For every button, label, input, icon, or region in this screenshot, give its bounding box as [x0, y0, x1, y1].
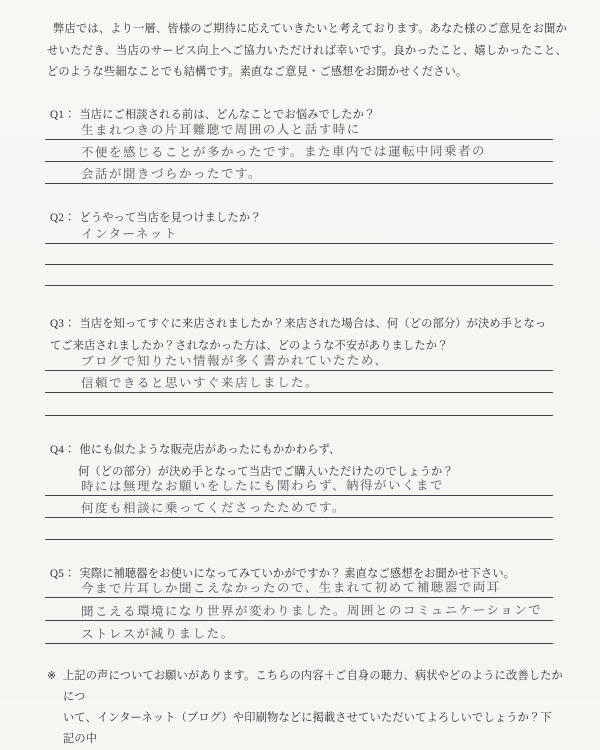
answer-line	[45, 518, 553, 540]
answer-area-q1	[45, 118, 553, 184]
answer-line	[45, 223, 553, 244]
question-number-q5: Q5：	[50, 568, 76, 580]
question-number-q1: Q1：	[50, 109, 76, 121]
handwritten-answer: 信頼できると思いすぐ来店しました。	[80, 374, 320, 391]
answer-line	[45, 621, 553, 644]
answer-line	[45, 393, 553, 416]
answer-line	[45, 598, 553, 621]
question-text-q1: 当店にご相談される前は、どんなことでお悩みでしたか？	[79, 109, 376, 121]
handwritten-answer: 不便を感じることが多かったです。また車内では運転中同乗者の	[80, 143, 487, 160]
answer-line	[45, 371, 553, 394]
handwritten-answer: 何度も相談に乗ってくださったためです。	[80, 499, 347, 516]
question-text-q4-line2: 何（どの部分）が決め手となって当店でご購入いただけたのでしょうか？	[78, 466, 454, 478]
answer-line	[45, 575, 553, 598]
question-text-q3-line2: てご来店されましたか？されなかった方は、どのような不安がありましたか？	[50, 340, 449, 352]
answer-line	[45, 118, 553, 140]
answer-area-q3	[45, 348, 553, 416]
handwritten-answer: インターネット	[80, 225, 178, 242]
handwritten-answer	[45, 284, 81, 285]
footer-note-line2: いて、インターネット（ブログ）や印刷物などに掲載させていただいてよろしいでしょうか？下記の中	[63, 712, 552, 745]
question-q4	[50, 440, 580, 462]
question-number-q3: Q3：	[50, 318, 76, 330]
handwritten-answer	[45, 263, 81, 264]
footer-note	[47, 666, 563, 750]
answer-area-q2	[45, 223, 553, 286]
handwritten-answer	[45, 538, 81, 539]
question-number-q4: Q4：	[50, 444, 76, 456]
handwritten-answer: 今まで片耳しか聞こえなかったので、生まれて初めて補聴器で両耳	[80, 579, 501, 596]
question-text-q4: 他にも似たような販売店があったにもかかわらず、	[79, 444, 341, 456]
handwritten-answer: 聞こえる環境になり世界が変わりました。周囲とのコミュニケーションで	[80, 602, 543, 619]
answer-line	[45, 265, 553, 286]
handwritten-answer: 会話が聞きづらかったです。	[80, 165, 263, 182]
handwritten-answer: 生まれつきの片耳難聴で周囲の人と話す時に	[80, 121, 361, 138]
question-q3	[50, 314, 580, 336]
intro-paragraph: 弊店では、より一層、皆様のご期待に応えていきたいと考えております。あなた様のご意見をお聞かせいただき、当店のサービス向上へご協力いただければ幸いです。良かったこと、嬉しかったこと、どのような些細なことでも結構です。素直なご意見・ご感想をお聞かせください。	[47, 23, 567, 78]
answer-line	[45, 140, 553, 162]
handwritten-answer: ストレスが減りました。	[80, 625, 235, 642]
footer-note-line1: 上記の声についてお願いがあります。こちらの内容＋ご自身の聴力、病状やどのように改善したかにつ	[63, 670, 563, 703]
question-text-q3: 当店を知ってすぐに来店されましたか？来店された場合は、何（どの部分）が決め手となっ	[79, 318, 547, 330]
answer-line	[45, 474, 553, 496]
answer-line	[45, 348, 553, 371]
answer-line	[45, 244, 553, 265]
answer-line	[45, 162, 553, 184]
question-number-q2: Q2：	[50, 212, 76, 224]
answer-line	[45, 496, 553, 518]
handwritten-answer	[45, 413, 81, 414]
question-text-q2: どうやって当店を見つけましたか？	[79, 212, 262, 224]
answer-area-q5	[45, 575, 553, 644]
question-text-q5: 実際に補聴器をお使いになってみていかがですか？ 素直なご感想をお聞かせ下さい。	[79, 568, 516, 580]
note-marker: ※	[47, 670, 57, 682]
handwritten-answer: ブログで知りたい情報が多く書かれていたため、	[80, 351, 389, 368]
answer-area-q4	[45, 474, 553, 540]
handwritten-answer: 時には無理なお願いをしたにも関わらず、納得がいくまで	[80, 477, 445, 494]
